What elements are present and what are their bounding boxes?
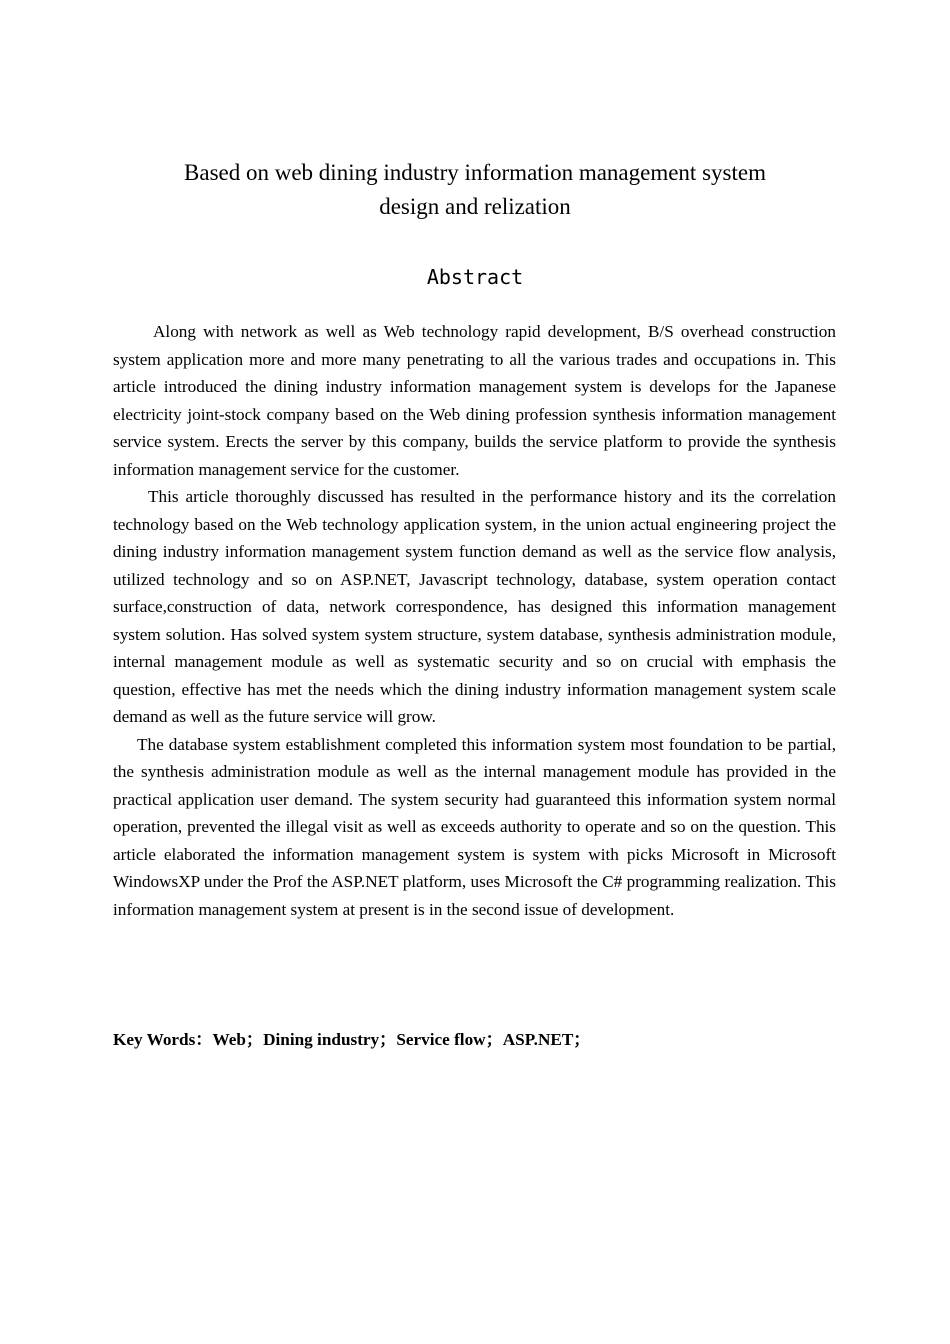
keywords-line: Key Words：Web；Dining industry；Service flow；ASP.NET； bbox=[113, 1030, 591, 1049]
title-line-1: Based on web dining industry information management system bbox=[184, 160, 766, 185]
title-line-2: design and relization bbox=[379, 194, 571, 219]
document-title bbox=[113, 156, 837, 224]
abstract-body bbox=[113, 318, 836, 923]
abstract-paragraph-2: This article thoroughly discussed has resulted in the performance history and its the correlation technology based on the Web technology application system, in the union actual engineering project the dining industry information management system function demand as well as the service flow analysis, utilized technology and so on ASP.NET, Javascript technology, database, system operation contact surface,construction of data, network correspondence, has designed this information management system solution. Has solved system system structure, system database, synthesis administration module, internal management module as well as systematic security and so on crucial with emphasis the question, effective has met the needs which the dining industry information management system scale demand as well as the future service will grow. bbox=[113, 487, 836, 726]
abstract-paragraph-3: The database system establishment completed this information system most foundation to be partial, the synthesis administration module as well as the internal management module has provided in the practical application user demand. The system security had guaranteed this information system normal operation, prevented the illegal visit as well as exceeds authority to operate and so on the question. This article elaborated the information management system is system with picks Microsoft in Microsoft WindowsXP under the Prof the ASP.NET platform, uses Microsoft the C# programming realization. This information management system at present is in the second issue of development. bbox=[113, 734, 836, 919]
abstract-paragraph-1: Along with network as well as Web technology rapid development, B/S overhead construction system application more and more many penetrating to all the various trades and occupations in. This article introduced the dining industry information management system is develops for the Japanese electricity joint-stock company based on the Web dining profession synthesis information management service system. Erects the server by this company, builds the service platform to provide the synthesis information management service for the customer. bbox=[113, 322, 836, 479]
abstract-heading: Abstract bbox=[426, 265, 524, 289]
